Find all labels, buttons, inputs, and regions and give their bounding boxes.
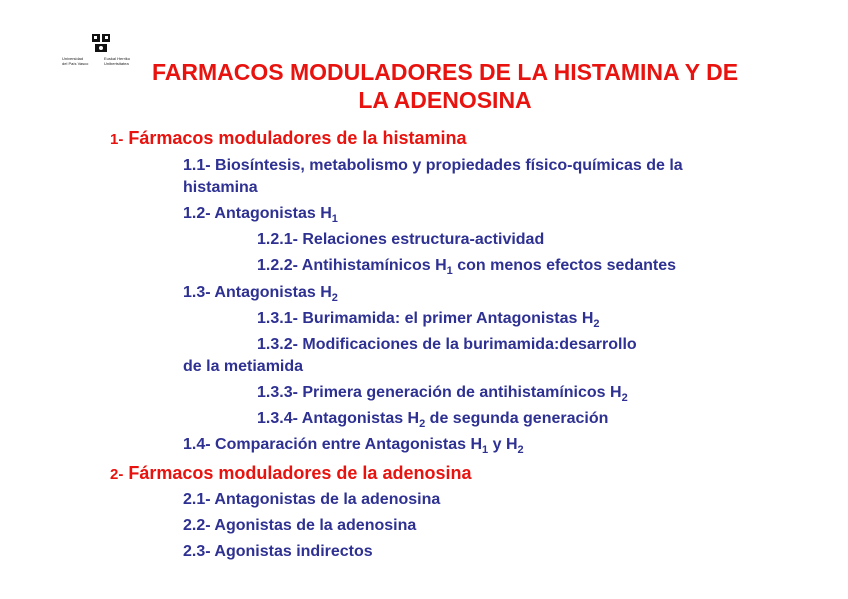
item-1-2-1: 1.2.1- Relaciones estructura-actividad — [257, 231, 545, 248]
item-1-2-2: 1.2.2- Antihistamínicos $H_1$ con menos efectos sedantes — [257, 257, 676, 277]
item-1-1-line-1: 1.1- Biosíntesis, metabolismo y propiedades físico-químicas de la — [183, 157, 683, 174]
item-1-3-1: 1.3.1- Burimamida: el primer Antagonistas $H_2$ — [257, 310, 600, 330]
section-number: 1- — [110, 131, 124, 148]
item-2-1: 2.1- Antagonistas de la adenosina — [183, 491, 441, 508]
item-1-3-2-line-2: de la metiamida — [183, 358, 304, 375]
section-2-heading — [110, 463, 471, 484]
logo-text-left: Universidad del País Vasco — [62, 56, 89, 66]
university-emblem-icon — [90, 32, 112, 54]
item-1-1-line-2: histamina — [183, 179, 258, 196]
page-title-line-2: LA ADENOSINA — [358, 87, 532, 113]
section-label: Fármacos moduladores de la histamina — [128, 128, 467, 148]
logo-text-right: Euskal Herriko Unibertsitatea — [104, 56, 131, 66]
item-1-4: 1.4- Comparación entre Antagonistas $H_1$ y $H_2$ — [183, 436, 524, 456]
page-title-line-1: FARMACOS MODULADORES DE LA HISTAMINA Y DE — [151, 59, 739, 85]
item-1-2: 1.2- Antagonistas $H_1$ — [183, 205, 338, 225]
item-2-2: 2.2- Agonistas de la adenosina — [183, 517, 417, 534]
item-1-3: 1.3- Antagonistas $H_2$ — [183, 284, 338, 304]
item-2-3: 2.3- Agonistas indirectos — [183, 543, 373, 560]
item-1-3-2-line-1: 1.3.2- Modificaciones de la burimamida:desarrollo — [257, 336, 637, 353]
section-label: Fármacos moduladores de la adenosina — [128, 463, 472, 483]
item-1-3-3: 1.3.3- Primera generación de antihistamínicos $H_2$ — [257, 384, 628, 404]
section-number: 2- — [110, 466, 124, 483]
item-1-3-4: 1.3.4- Antagonistas $H_2$ de segunda generación — [257, 410, 609, 430]
section-1-heading — [110, 128, 466, 149]
